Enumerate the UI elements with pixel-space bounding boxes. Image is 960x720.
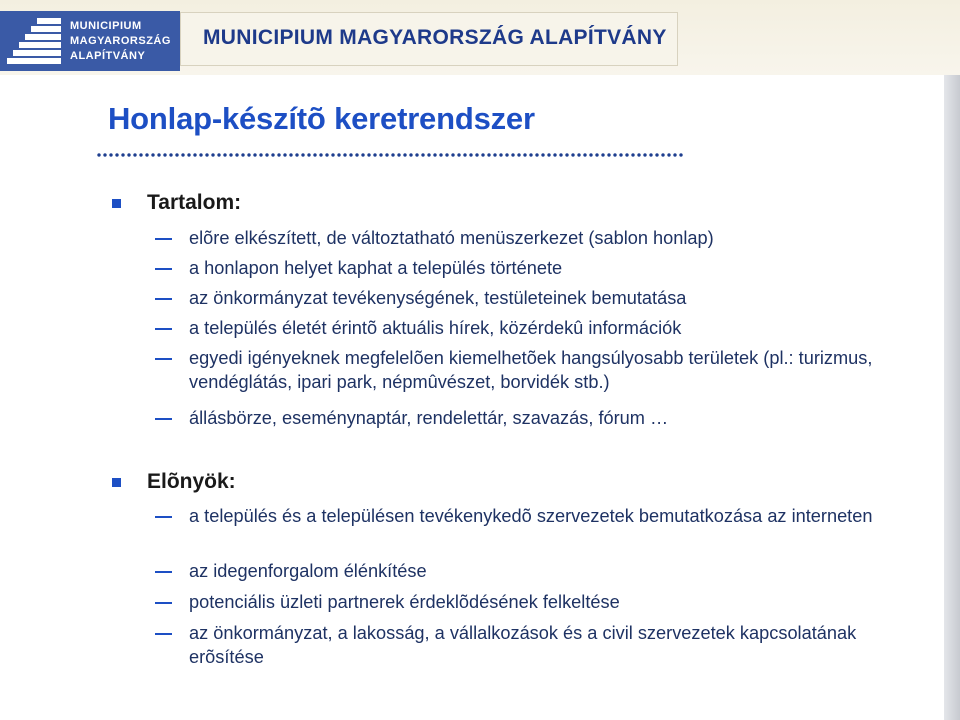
- dash-bullet-icon: [155, 268, 172, 270]
- list-item: az önkormányzat, a lakosság, a vállalkozások és a civil szervezetek kapcsolatának erõsítése: [189, 623, 857, 667]
- section-bullet-icon: [112, 478, 121, 487]
- list-item: a település és a településen tevékenykedõ szervezetek bemutatkozása az interneten: [189, 506, 873, 526]
- list-item: a honlapon helyet kaphat a település története: [189, 258, 563, 278]
- dash-bullet-icon: [155, 516, 172, 518]
- dash-bullet-icon: [155, 358, 172, 360]
- dash-bullet-icon: [155, 602, 172, 604]
- dash-bullet-icon: [155, 633, 172, 635]
- section-bullet-icon: [112, 199, 121, 208]
- logo-line-1: MUNICIPIUM: [70, 20, 142, 32]
- logo-text: [70, 19, 171, 64]
- list-item: állásbörze, eseménynaptár, rendelettár, szavazás, fórum …: [189, 408, 669, 428]
- foundation-logo: [0, 11, 180, 71]
- list-item: elõre elkészített, de változtatható menüszerkezet (sablon honlap): [189, 228, 714, 248]
- right-edge-shadow: [944, 75, 960, 720]
- list-item: egyedi igényeknek megfelelõen kiemelhetõek hangsúlyosabb területek (pl.: turizmus, vendéglátás, ipari park, népmûvészet, borvidék stb.): [189, 348, 873, 392]
- list-item: az önkormányzat tevékenységének, testületeinek bemutatása: [189, 288, 687, 308]
- dash-bullet-icon: [155, 328, 172, 330]
- dotted-divider: [96, 152, 684, 158]
- logo-line-2: MAGYARORSZÁG: [70, 35, 171, 47]
- list-item: a település életét érintõ aktuális hírek, közérdekû információk: [189, 318, 682, 338]
- section-heading-elonyok: Elõnyök:: [147, 470, 236, 493]
- dash-bullet-icon: [155, 298, 172, 300]
- header-banner: [180, 12, 678, 66]
- stairs-logo-icon: [7, 15, 63, 67]
- dash-bullet-icon: [155, 571, 172, 573]
- slide-title: Honlap-készítõ keretrendszer: [108, 101, 535, 136]
- list-item: potenciális üzleti partnerek érdeklõdésének felkeltése: [189, 592, 620, 612]
- logo-line-3: ALAPÍTVÁNY: [70, 50, 146, 62]
- section-heading-tartalom: Tartalom:: [147, 191, 242, 214]
- banner-title: MUNICIPIUM MAGYARORSZÁG ALAPÍTVÁNY: [203, 26, 667, 49]
- dash-bullet-icon: [155, 418, 172, 420]
- list-item: az idegenforgalom élénkítése: [189, 561, 427, 581]
- dash-bullet-icon: [155, 238, 172, 240]
